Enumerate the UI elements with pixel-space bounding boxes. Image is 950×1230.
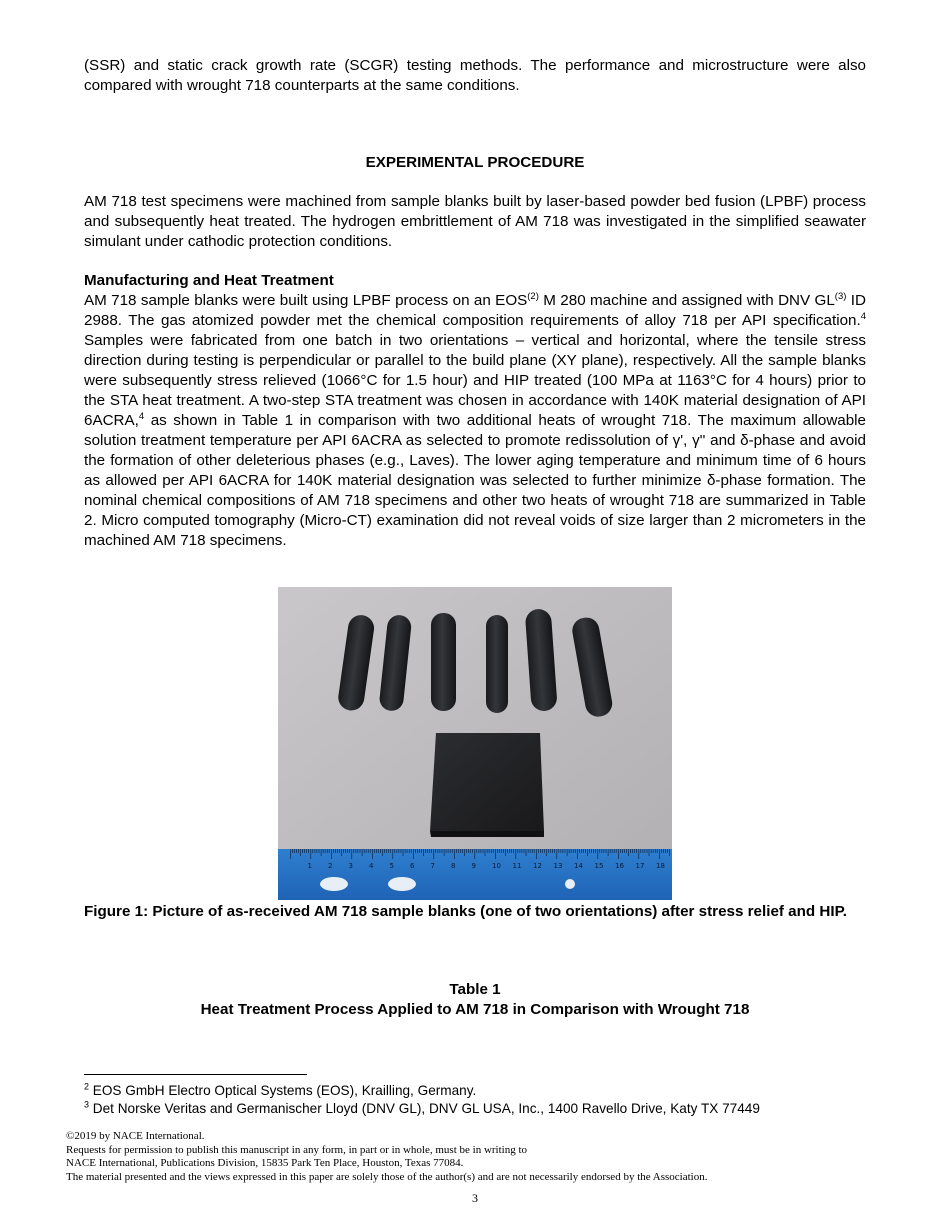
ruler-tick xyxy=(349,849,350,853)
ruler-tick xyxy=(378,849,379,853)
ruler-tick xyxy=(516,849,517,859)
ruler-tick xyxy=(602,849,603,853)
ruler-tick xyxy=(399,849,400,853)
ruler-tick xyxy=(649,849,650,856)
ruler-tick xyxy=(667,849,668,853)
ruler-tick xyxy=(657,849,658,853)
text-run: as shown in Table 1 in comparison with two additional heats of wrought 718. The maximum allowable solution treatment temperature per API 6ACRA as selected to promote redissolution of γ', γ'' and δ-phase and avoid the formation of other deleterious phases (e.g., Laves). The lower aging temperature and minimum time of 6 hours as allowed per API 6ACRA for 140K material designation was selected to further minimize δ-phase formation. The nominal chemical compositions of AM 718 specimens and other two heats of wrought 718 are summarized in Table 2. Micro computed tomography (Micro-CT) examination did not reveal voids of size larger than 2 micrometers in the machined AM 718 specimens. xyxy=(84,412,866,549)
ruler-tick xyxy=(616,849,617,853)
ruler-tick xyxy=(440,849,441,853)
ruler-tick xyxy=(581,849,582,853)
ruler-tick xyxy=(565,849,566,853)
ruler-tick xyxy=(456,849,457,853)
ruler-tick xyxy=(489,849,490,853)
ruler-tick xyxy=(513,849,514,853)
ruler-tick xyxy=(427,849,428,853)
ruler-tick xyxy=(534,849,535,853)
ruler-tick xyxy=(352,849,353,859)
subsection-heading: Manufacturing and Heat Treatment xyxy=(84,272,334,289)
ruler-label: 4 xyxy=(369,862,374,870)
ruler-tick xyxy=(431,849,432,853)
ruler-tick xyxy=(409,849,410,853)
ruler-label: 13 xyxy=(553,862,563,870)
ruler-tick xyxy=(458,849,459,853)
ruler-tick xyxy=(466,849,467,853)
page-number: 3 xyxy=(472,1191,478,1205)
ruler-label: 9 xyxy=(471,862,476,870)
ruler-tick xyxy=(587,849,588,856)
ruler-tick xyxy=(493,849,494,853)
ruler-tick xyxy=(436,849,437,853)
ruler-tick xyxy=(454,849,455,859)
ruler-tick xyxy=(600,849,601,853)
ruler-tick xyxy=(317,849,318,853)
footnote-2 xyxy=(84,1082,884,1100)
ruler-label: 5 xyxy=(389,862,394,870)
ruler-tick xyxy=(491,849,492,853)
ruler-tick xyxy=(368,849,369,853)
ruler-tick xyxy=(407,849,408,853)
ruler-tick xyxy=(509,849,510,853)
block-specimen xyxy=(430,733,544,837)
ruler-tick xyxy=(434,849,435,859)
ruler-tick xyxy=(542,849,543,853)
ruler-tick xyxy=(421,849,422,853)
ruler-tick xyxy=(304,849,305,853)
ruler-tick xyxy=(626,849,627,853)
ruler-tick xyxy=(339,849,340,853)
ruler-tick xyxy=(292,849,293,853)
ruler-tick xyxy=(645,849,646,853)
ruler-tick xyxy=(507,849,508,853)
ruler-tick xyxy=(505,849,506,856)
ruler-tick xyxy=(628,849,629,856)
ruler-tick xyxy=(659,849,660,859)
ruler-tick xyxy=(518,849,519,853)
ruler-tick xyxy=(577,849,578,859)
ruler-tick xyxy=(647,849,648,853)
ruler-tick xyxy=(634,849,635,853)
ruler-label: 3 xyxy=(348,862,353,870)
text-run: Samples were fabricated from one batch in two orientations – vertical and horizontal, where the tensile stress direction during testing is perpendicular or parallel to the build plane (XY plane), respectively. All the sample blanks were subsequently stress relieved (1066°C for 1.5 hour) and HIP treated (100 MPa at 1163°C for 4 hours) prior to the STA heat treatment. A two-step STA treatment was chosen in accordance with 140K material designation of API 6ACRA, xyxy=(84,332,866,429)
ruler-tick xyxy=(620,849,621,853)
ruler-tick xyxy=(632,849,633,853)
ruler-tick xyxy=(388,849,389,853)
ruler-tick xyxy=(532,849,533,853)
ruler-tick xyxy=(417,849,418,853)
table-heading xyxy=(84,980,866,1020)
footnote-text: EOS GmbH Electro Optical Systems (EOS), Krailling, Germany. xyxy=(89,1083,477,1098)
ruler-tick xyxy=(475,849,476,859)
ruler-tick xyxy=(429,849,430,853)
ruler-tick xyxy=(606,849,607,853)
ruler-tick xyxy=(462,849,463,853)
ruler-tick xyxy=(544,849,545,853)
sample-blanks-illustration xyxy=(278,587,672,900)
ruler-tick xyxy=(337,849,338,853)
ruler-tick xyxy=(333,849,334,853)
ruler-tick xyxy=(464,849,465,856)
ruler-tick xyxy=(550,849,551,853)
ruler-tick xyxy=(345,849,346,853)
ruler-tick xyxy=(395,849,396,853)
ruler-tick xyxy=(444,849,445,856)
ruler-tick xyxy=(569,849,570,853)
ruler-tick xyxy=(321,849,322,856)
ruler-tick xyxy=(468,849,469,853)
ruler-tick xyxy=(483,849,484,853)
footnote-ref: (3) xyxy=(834,290,847,302)
ruler-tick xyxy=(479,849,480,853)
ruler-tick xyxy=(343,849,344,853)
ruler-label: 18 xyxy=(656,862,665,870)
ruler-tick xyxy=(571,849,572,853)
citation-ref: 4 xyxy=(860,310,866,322)
copyright-line: The material presented and the views expressed in this paper are solely those of the author(s) and are not necessarily endorsed by the Association. xyxy=(66,1170,708,1183)
ruler-tick xyxy=(460,849,461,853)
ruler-tick xyxy=(528,849,529,853)
ruler-tick xyxy=(329,849,330,853)
ruler-tick xyxy=(362,849,363,856)
ruler-tick xyxy=(593,849,594,853)
ruler-tick xyxy=(323,849,324,853)
ruler-tick xyxy=(522,849,523,853)
ruler-tick xyxy=(530,849,531,853)
intro-paragraph: (SSR) and static crack growth rate (SCGR) testing methods. The performance and microstructure were also compared with wrought 718 counterparts at the same conditions. xyxy=(84,57,866,94)
ruler-tick xyxy=(548,849,549,853)
page-body xyxy=(84,56,866,551)
ruler-tick xyxy=(554,849,555,853)
ruler-tick xyxy=(622,849,623,853)
ruler-tick xyxy=(651,849,652,853)
ruler-tick xyxy=(501,849,502,853)
ruler-tick xyxy=(450,849,451,853)
ruler-label: 11 xyxy=(512,862,522,870)
ruler-tick xyxy=(294,849,295,853)
ruler-tick xyxy=(405,849,406,853)
table-title: Heat Treatment Process Applied to AM 718 in Comparison with Wrought 718 xyxy=(200,1001,750,1018)
ruler-tick xyxy=(319,849,320,853)
ruler-label: 10 xyxy=(492,862,501,870)
ruler-label: 16 xyxy=(615,862,624,870)
section-heading: EXPERIMENTAL PROCEDURE xyxy=(365,154,585,171)
ruler-tick xyxy=(425,849,426,853)
footnote-3 xyxy=(84,1100,884,1118)
ruler-tick xyxy=(526,849,527,856)
ruler-tick xyxy=(661,849,662,853)
ruler-tick xyxy=(589,849,590,853)
ruler-tick xyxy=(448,849,449,853)
ruler-label: 6 xyxy=(410,862,415,870)
ruler-tick xyxy=(386,849,387,853)
ruler-tick xyxy=(341,849,342,856)
ruler-tick xyxy=(665,849,666,853)
ruler-tick xyxy=(331,849,332,859)
ruler-tick xyxy=(567,849,568,856)
ruler-tick xyxy=(669,849,670,856)
ruler-tick xyxy=(563,849,564,853)
ruler-tick xyxy=(360,849,361,853)
ruler-tick xyxy=(612,849,613,853)
ruler-tick xyxy=(487,849,488,853)
section-paragraph: AM 718 test specimens were machined from sample blanks built by laser-based powder bed fusion (LPBF) process and subsequently heat treated. The hydrogen embrittlement of AM 718 was investigated in the simplified seawater simulant under cathodic protection conditions. xyxy=(84,193,866,250)
ruler-tick xyxy=(585,849,586,853)
ruler-tick xyxy=(472,849,473,853)
ruler-tick xyxy=(315,849,316,853)
figure-caption: Figure 1: Picture of as-received AM 718 sample blanks (one of two orientations) after stress relief and HIP. xyxy=(84,903,847,920)
ruler-tick xyxy=(442,849,443,853)
ruler-tick xyxy=(610,849,611,853)
ruler-tick xyxy=(511,849,512,853)
ruler-tick xyxy=(559,849,560,853)
ruler-tick xyxy=(358,849,359,853)
ruler-tick xyxy=(313,849,314,853)
ruler-tick xyxy=(376,849,377,853)
ruler-tick xyxy=(557,849,558,859)
ruler-tick xyxy=(290,849,291,859)
ruler-tick xyxy=(639,849,640,859)
ruler-tick xyxy=(419,849,420,853)
ruler-tick xyxy=(311,849,312,859)
ruler-tick xyxy=(415,849,416,853)
ruler-tick xyxy=(327,849,328,853)
ruler-tick xyxy=(575,849,576,853)
ruler-tick xyxy=(364,849,365,853)
ruler-tick xyxy=(356,849,357,853)
ruler-tick xyxy=(604,849,605,853)
ruler-tick xyxy=(663,849,664,853)
manufacturing-paragraph xyxy=(84,291,866,551)
ruler-tick xyxy=(614,849,615,853)
ruler-tick xyxy=(413,849,414,859)
ruler-tick xyxy=(423,849,424,856)
ruler-label: 1 xyxy=(307,862,312,870)
ruler-tick xyxy=(470,849,471,853)
ruler-tick xyxy=(579,849,580,853)
footnote-text: Det Norske Veritas and Germanischer Lloyd (DNV GL), DNV GL USA, Inc., 1400 Ravello Drive, Katy TX 77449 xyxy=(89,1101,760,1116)
footnote-ref: (2) xyxy=(527,290,539,302)
ruler-tick xyxy=(384,849,385,853)
ruler-tick xyxy=(372,849,373,859)
ruler-tick xyxy=(296,849,297,853)
ruler-tick xyxy=(653,849,654,853)
ruler-tick xyxy=(503,849,504,853)
text-run: ID 2988. The gas atomized powder met the chemical composition requirements of alloy 718 per API specification. xyxy=(84,292,866,329)
ruler-tick xyxy=(485,849,486,856)
ruler-tick xyxy=(536,849,537,859)
ruler-tick xyxy=(382,849,383,856)
ruler-tick xyxy=(325,849,326,853)
ruler-tick xyxy=(374,849,375,853)
ruler-tick xyxy=(306,849,307,853)
ruler-tick xyxy=(538,849,539,853)
ruler-label: 12 xyxy=(533,862,542,870)
ruler-tick xyxy=(446,849,447,853)
ruler-tick xyxy=(403,849,404,856)
ruler-tick xyxy=(524,849,525,853)
text-run: M 280 machine and assigned with DNV GL xyxy=(538,292,835,309)
citation-ref: 4 xyxy=(138,410,145,422)
ruler-tick xyxy=(552,849,553,853)
footnotes xyxy=(84,1082,884,1118)
ruler-tick xyxy=(643,849,644,853)
footnote-rule xyxy=(84,1074,307,1075)
ruler xyxy=(278,849,672,900)
text-run: AM 718 sample blanks were built using LPBF process on an EOS xyxy=(84,292,528,309)
ruler-tick xyxy=(636,849,637,853)
ruler-label: 8 xyxy=(451,862,456,870)
copyright-line: Requests for permission to publish this manuscript in any form, in part or in whole, must be in writing to xyxy=(66,1143,528,1156)
ruler-label: 7 xyxy=(430,862,435,870)
ruler-tick xyxy=(397,849,398,853)
ruler-tick xyxy=(308,849,309,853)
ruler-tick xyxy=(583,849,584,853)
ruler-tick xyxy=(411,849,412,853)
ruler-tick xyxy=(477,849,478,853)
ruler-tick xyxy=(598,849,599,859)
figure-photo xyxy=(278,587,672,900)
ruler-tick xyxy=(641,849,642,853)
ruler-tick xyxy=(573,849,574,853)
ruler-tick xyxy=(655,849,656,853)
ruler-tick xyxy=(540,849,541,853)
ruler-tick xyxy=(495,849,496,859)
ruler-tick xyxy=(347,849,348,853)
ruler-tick xyxy=(390,849,391,853)
table-number: Table 1 xyxy=(449,981,501,998)
ruler-tick xyxy=(298,849,299,853)
copyright-line: ©2019 by NACE International. xyxy=(66,1130,205,1142)
ruler-tick xyxy=(520,849,521,853)
ruler-tick xyxy=(595,849,596,853)
ruler-tick xyxy=(481,849,482,853)
ruler-tick xyxy=(438,849,439,853)
ruler-label: 14 xyxy=(574,862,583,870)
footnote-mark: 3 xyxy=(84,1099,90,1110)
ruler-tick xyxy=(393,849,394,859)
ruler-tick xyxy=(300,849,301,856)
ruler-label: 15 xyxy=(594,862,604,870)
ruler-label: 17 xyxy=(635,862,645,870)
ruler-tick xyxy=(630,849,631,853)
ruler-tick xyxy=(380,849,381,853)
ruler-tick xyxy=(335,849,336,853)
ruler-tick xyxy=(497,849,498,853)
ruler-tick xyxy=(401,849,402,853)
ruler-tick xyxy=(452,849,453,853)
ruler-tick xyxy=(370,849,371,853)
copyright-notice xyxy=(66,1130,906,1184)
ruler-tick xyxy=(608,849,609,856)
ruler-tick xyxy=(561,849,562,853)
ruler-tick xyxy=(624,849,625,853)
ruler-tick xyxy=(499,849,500,853)
ruler-tick xyxy=(618,849,619,859)
ruler-tick xyxy=(302,849,303,853)
ruler-tick xyxy=(354,849,355,853)
ruler-tick xyxy=(546,849,547,856)
ruler-tick xyxy=(366,849,367,853)
ruler-tick xyxy=(591,849,592,853)
copyright-line: NACE International, Publications Division, 15835 Park Ten Place, Houston, Texas 77084. xyxy=(66,1157,464,1170)
footnote-mark: 2 xyxy=(84,1081,90,1092)
ruler-label: 2 xyxy=(328,862,333,870)
